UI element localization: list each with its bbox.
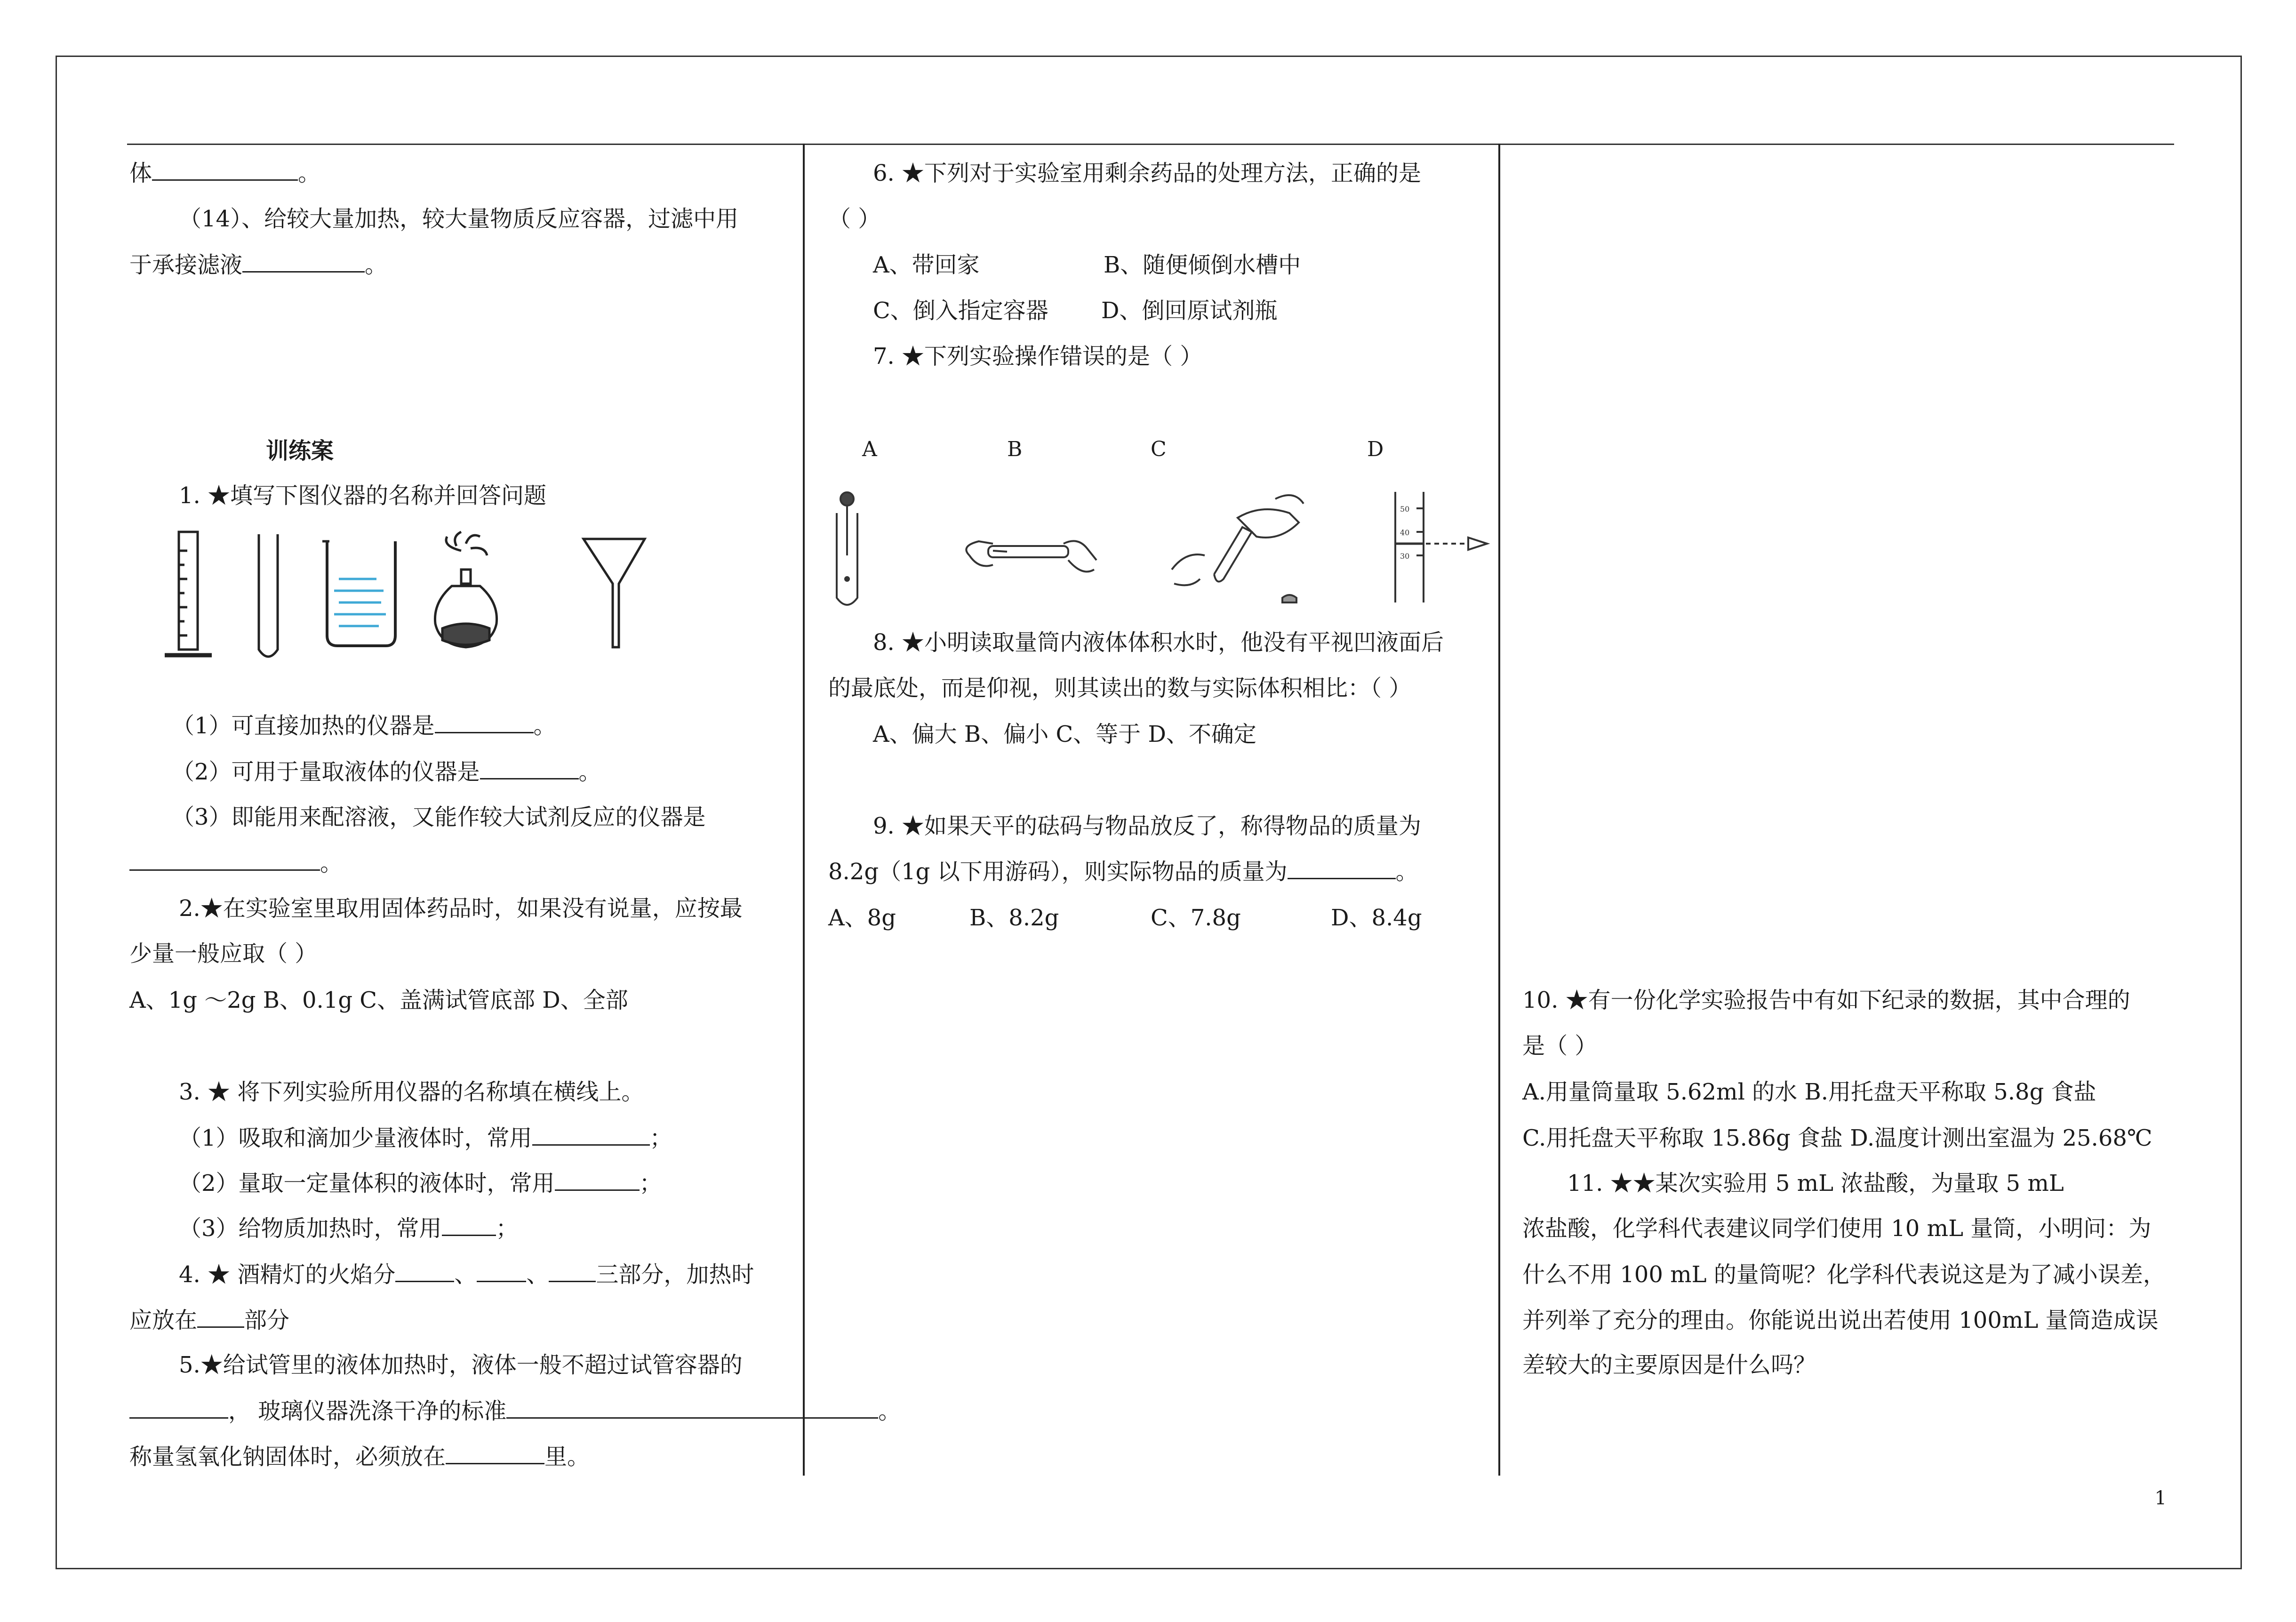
lab-operations-figure (828, 485, 1496, 612)
question-11-line-4: 并列举了充分的理由。你能说出说出若使用 100mL 量筒造成误 (1522, 1307, 2159, 1333)
option-label-d: D (1367, 437, 1384, 461)
question-8-options: A、偏大 B、偏小 C、等于 D、不确定 (873, 721, 1256, 747)
question-10-cont: 是（ ） (1522, 1033, 1598, 1059)
question-4-cont: 应放在 部分 (129, 1307, 290, 1333)
question-11: 11. ★★某次实验用 5 mL 浓盐酸，为量取 5 mL (1567, 1170, 2064, 1196)
beaker-icon (322, 541, 395, 646)
question-3-part-2: （2）量取一定量体积的液体时，常用 ； (179, 1170, 662, 1196)
option-label-c: C (1151, 437, 1167, 461)
test-tube-icon (259, 534, 278, 657)
column-divider-2 (1498, 144, 1500, 1476)
question-3-part-3: （3）给物质加热时，常用 ； (179, 1215, 519, 1242)
question-1-part-1: （1）可直接加热的仪器是 。 (172, 713, 556, 739)
question-9-option-d: D、8.4g (1331, 905, 1422, 931)
question-2-options: A、1g ～2g B、0.1g C、盖满试管底部 D、全部 (129, 987, 628, 1013)
question-6-option-c: C、倒入指定容器 (873, 297, 1048, 324)
scale-mark-50: 50 (1400, 505, 1410, 514)
item-14-text: （14）、给较大量加热，较大量物质反应容器，过滤中用 (179, 206, 739, 232)
question-6-option-a: A、带回家 (873, 252, 980, 278)
question-6-option-b: B、随便倾倒水槽中 (1104, 252, 1301, 278)
question-5-cont: ， 玻璃仪器洗涤干净的标准 。 (129, 1397, 901, 1425)
question-5-line-3: 称量氢氧化钠固体时，必须放在 里。 (129, 1444, 590, 1470)
question-7: 7. ★下列实验操作错误的是（ ） (873, 343, 1203, 369)
question-2-cont: 少量一般应取（ ） (129, 940, 318, 967)
option-label-a: A (862, 437, 877, 461)
scale-mark-40: 40 (1400, 528, 1410, 537)
question-8: 8. ★小明读取量筒内液体体积水时，他没有平视凹液面后 (873, 629, 1444, 656)
question-10-options-ab: A.用量筒量取 5.62ml 的水 B.用托盘天平称取 5.8g 食盐 (1522, 1079, 2096, 1105)
question-9-option-c: C、7.8g (1151, 905, 1241, 931)
question-1: 1. ★填写下图仪器的名称并回答问题 (179, 482, 547, 509)
page-number: 1 (2154, 1487, 2167, 1509)
question-11-line-5: 差较大的主要原因是什么吗？ (1522, 1352, 1816, 1378)
question-1-part-3-blank: 。 (129, 849, 343, 877)
graduated-cylinder-icon (165, 532, 212, 655)
dropper-in-test-tube-icon (837, 492, 857, 605)
question-1-part-2: （2）可用于量取液体的仪器是 。 (172, 759, 601, 785)
funnel-icon (584, 539, 645, 647)
hands-holding-tube-icon (966, 541, 1096, 571)
question-9-cont: 8.2g（1g 以下用游码），则实际物品的质量为 。 (828, 859, 1418, 885)
question-3: 3. ★ 将下列实验所用仪器的名称填在横线上。 (179, 1079, 644, 1105)
question-6-cont: （ ） (828, 206, 881, 232)
option-label-b: B (1007, 437, 1023, 461)
adding-solid-to-tube-icon (1172, 495, 1304, 602)
column-divider-1 (803, 144, 805, 1476)
blank-line-1: 体 。 (129, 160, 321, 186)
question-6: 6. ★下列对于实验室用剩余药品的处理方法，正确的是 (873, 160, 1422, 186)
question-1-part-3: （3）即能用来配溶液，又能作较大试剂反应的仪器是 (172, 804, 706, 830)
apparatus-figure (160, 522, 668, 664)
question-8-cont: 的最底处，而是仰视，则其读出的数与实际体积相比：（ ） (828, 675, 1412, 701)
section-title: 训练案 (266, 438, 334, 464)
question-6-option-d: D、倒回原试剂瓶 (1101, 297, 1278, 324)
alcohol-lamp-icon (435, 532, 496, 647)
question-10: 10. ★有一份化学实验报告中有如下纪录的数据，其中合理的 (1522, 987, 2130, 1013)
question-3-part-1: （1）吸取和滴加少量液体时，常用 ； (179, 1125, 672, 1151)
question-9: 9. ★如果天平的砝码与物品放反了，称得物品的质量为 (873, 813, 1422, 839)
question-9-option-a: A、8g (828, 905, 896, 931)
question-2: 2.★在实验室里取用固体药品时，如果没有说量，应按最 (179, 895, 743, 922)
scale-mark-30: 30 (1400, 552, 1410, 561)
question-11-line-2: 浓盐酸，化学科代表建议同学们使用 10 mL 量筒，小明问：为 (1522, 1215, 2152, 1242)
blank-line-2: 于承接滤液 。 (129, 252, 388, 278)
question-10-options-cd: C.用托盘天平称取 15.86g 食盐 D.温度计测出室温为 25.68℃ (1522, 1125, 2152, 1151)
question-4: 4. ★ 酒精灯的火焰分 、 、 三部分，加热时 (179, 1261, 754, 1288)
question-5: 5.★给试管里的液体加热时，液体一般不超过试管容器的 (179, 1352, 743, 1378)
header-rule (127, 144, 2174, 145)
question-11-line-3: 什么不用 100 mL 的量筒呢？化学科代表说这是为了减小误差， (1522, 1261, 2166, 1288)
question-9-option-b: B、8.2g (969, 905, 1059, 931)
